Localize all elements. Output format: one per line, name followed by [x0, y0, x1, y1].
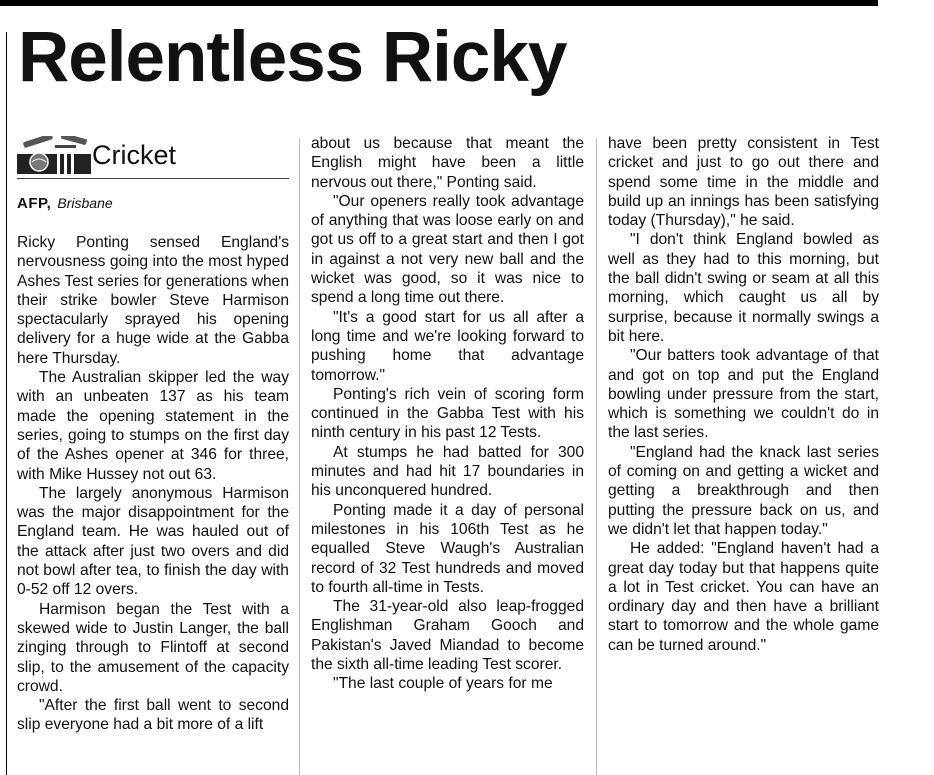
top-rule: [0, 0, 878, 6]
paragraph: The 31-year-old also leap-frogged Englishman Graham Gooch and Pakistan's Javed Miandad to become the sixth all-time leading Test scorer.: [311, 598, 584, 674]
paragraph: have been pretty consistent in Test cricket and just to go out there and spend some time in the middle and build up an innings has been satisfying today (Thursday)," he said.: [608, 135, 879, 230]
paragraph: Harmison began the Test with a skewed wide to Justin Langer, the ball zinging through to Flintoff at second slip, to the amusement of the capacity crowd.: [17, 600, 289, 695]
paragraph: The largely anonymous Harmison was the major disappointment for the England team. He was hauled out of the attack after just two overs and did not bowl after tea, to finish the day with 0-52 off 12 overs.: [17, 484, 289, 599]
byline-agency: AFP,: [17, 195, 52, 212]
byline-place: Brisbane: [57, 195, 113, 211]
paragraph: Ponting made it a day of personal milestones in his 106th Test as he equalled Steve Waugh's Australian record of 32 Test hundreds and moved to fourth all-time in Tests.: [311, 501, 584, 596]
paragraph: He added: "England haven't had a great day today but that happens quite a lot in Test cricket. You can have an ordinary day and then have a brilliant start to tomorrow and the whole game can be turned around.": [608, 540, 879, 654]
section-kicker: [17, 130, 289, 179]
paragraph: "The last couple of years for me: [333, 675, 553, 693]
headline: Relentless Ricky: [18, 18, 567, 97]
section-label: Cricket: [92, 140, 177, 170]
column-rule: [596, 138, 597, 775]
article-column-2: [311, 134, 584, 694]
paragraph: "Our batters took advantage of that and got on top and put the England bowling under pressure from the start, which is something we couldn't do in the last series.: [608, 347, 879, 442]
paragraph: "It's a good start for us all after a long time and we're looking forward to pushing home that advantage tomorrow.": [311, 308, 584, 384]
paragraph: "Our openers really took advantage of anything that was loose early on and got us off to a great start and then I got in against a not very new ball and the wicket was good, so it was nice to spend a long time out there.: [311, 192, 584, 307]
left-rule: [6, 32, 7, 775]
article-column-3: [608, 134, 879, 655]
paragraph: At stumps he had batted for 300 minutes and had hit 17 boundaries in his unconquered hundred.: [311, 443, 584, 500]
paragraph: "England had the knack last series of coming on and getting a wicket and getting a breakthrough and then putting the pressure back on us, and we didn't let that happen today.": [608, 443, 879, 538]
byline: [17, 196, 113, 211]
paragraph: "I don't think England bowled as well as they had to this morning, but the ball didn't swing or seam at all this morning, which caught us all by surprise, because it normally swings a bit here.: [608, 231, 879, 345]
column-rule: [299, 138, 300, 775]
cricket-bat-ball-wickets-icon: [17, 136, 91, 174]
paragraph: Ricky Ponting sensed England's nervousness going into the most hyped Ashes Test series for generations when their strike bowler Steve Harmison spectacularly sprayed his opening delivery for a huge wide at the Gabba here Thursday.: [17, 234, 289, 367]
paragraph: about us because that meant the English might have been a little nervous out there," Ponting said.: [311, 135, 584, 191]
article-column-1: [17, 233, 289, 735]
paragraph: Ponting's rich vein of scoring form continued in the Gabba Test with his ninth century in his past 12 Tests.: [311, 385, 584, 442]
paragraph: The Australian skipper led the way with an unbeaten 137 as his team made the opening statement in the series, going to stumps on the first day of the Ashes opener at 346 for three, with Mike Hussey not out 63.: [17, 369, 289, 483]
paragraph: "After the first ball went to second slip everyone had a bit more of a lift: [17, 697, 289, 734]
